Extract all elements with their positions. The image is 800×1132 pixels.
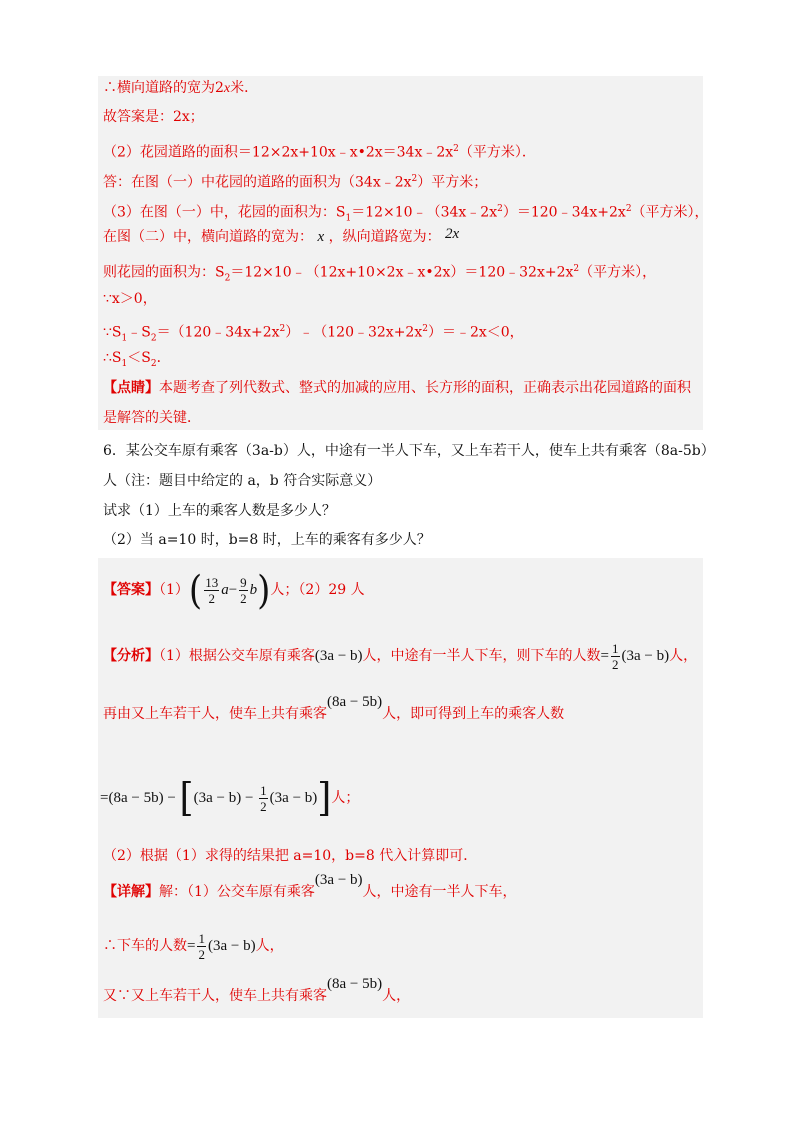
line-horizontal-road-width: ∴横向道路的宽为2x米． (103, 80, 259, 96)
line-detail-1: 【详解】解：（1）公交车原有乘客(3a − b)人，中途有一半人下车， (103, 872, 517, 900)
line-road-widths-2: 在图（二）中，横向道路的宽为： x ，纵向道路宽为： 2x (103, 226, 460, 245)
line-detail-2: ∴下车的人数= $\frac{1}{2}$ (3a − b)人， (103, 931, 284, 963)
line-road-area: （2）花园道路的面积$=12\times 2x+10x﹣x•2x=34x﹣2x^2$（平方米）． (103, 144, 536, 161)
line-garden-area-1: （3）在图（一）中，花园的面积为：$S_1=12\times 10﹣(34x﹣2x^2)=120﹣34x+2x^2$（平方米）， (103, 204, 709, 224)
line-analysis-2: 再由又上车若干人，使车上共有乘客(8a − 5b)人，即可得到上车的乘客人数 (103, 694, 565, 722)
line-analysis-1: 【分析】（1）根据公交车原有乘客(3a − b)人，中途有一半人下车，则下车的人数= $\frac{1}{2}$ (3a − b)人， (103, 641, 698, 673)
question-line-4: （2）当 a=10 时，b=8 时，上车的乘客有多少人？ (103, 532, 431, 548)
question-line-1: 6．某公交车原有乘客（3a-b）人，中途有一半人下车，又上车若干人，使车上共有乘客（8a-5b） (103, 443, 715, 459)
line-analysis-3: （2）根据（1）求得的结果把 a=10，b=8 代入计算即可． (103, 848, 478, 864)
line-difference: $\because S_1﹣S_2=(120﹣34x+2x^2)﹣(120﹣32x+2x^2)=﹣2x<0$， (103, 324, 524, 344)
question-line-2: 人（注：题目中给定的 a，b 符合实际意义） (103, 473, 382, 489)
line-comment: 【点睛】本题考查了列代数式、整式的加减的应用、长方形的面积，正确表示出花园道路的面积 (103, 380, 691, 396)
line-x-positive: ∵x＞0， (103, 291, 157, 307)
line-conclusion: $\therefore S_1<S_2$． (103, 350, 171, 369)
line-detail-3: 又∵又上车若干人，使车上共有乘客(8a − 5b)人， (103, 976, 411, 1004)
line-answer: 【答案】（1）( $\frac{13}{2}$ a− $\frac{9}{2}$ b)人；（2）29 人 (103, 567, 365, 614)
line-analysis-formula: =(8a − 5b) − [(3a − b) − $\frac{1}{2}$ (3a − b)]人； (100, 775, 360, 821)
line-answer-area: 答：在图（一）中花园的道路的面积为$(34x﹣2x^2)$平方米； (103, 174, 488, 191)
highlight-panel-solution (98, 76, 703, 430)
line-comment-cont: 是解答的关键． (103, 410, 201, 426)
line-answer-is: 故答案是：2x； (103, 109, 204, 125)
line-garden-area-2: 则花园的面积为：$S_2=12\times 10﹣(12x+10\times 2x﹣x•2x)=120﹣32x+2x^2$（平方米）， (103, 264, 657, 284)
question-line-3: 试求（1）上车的乘客人数是多少人？ (103, 503, 336, 519)
